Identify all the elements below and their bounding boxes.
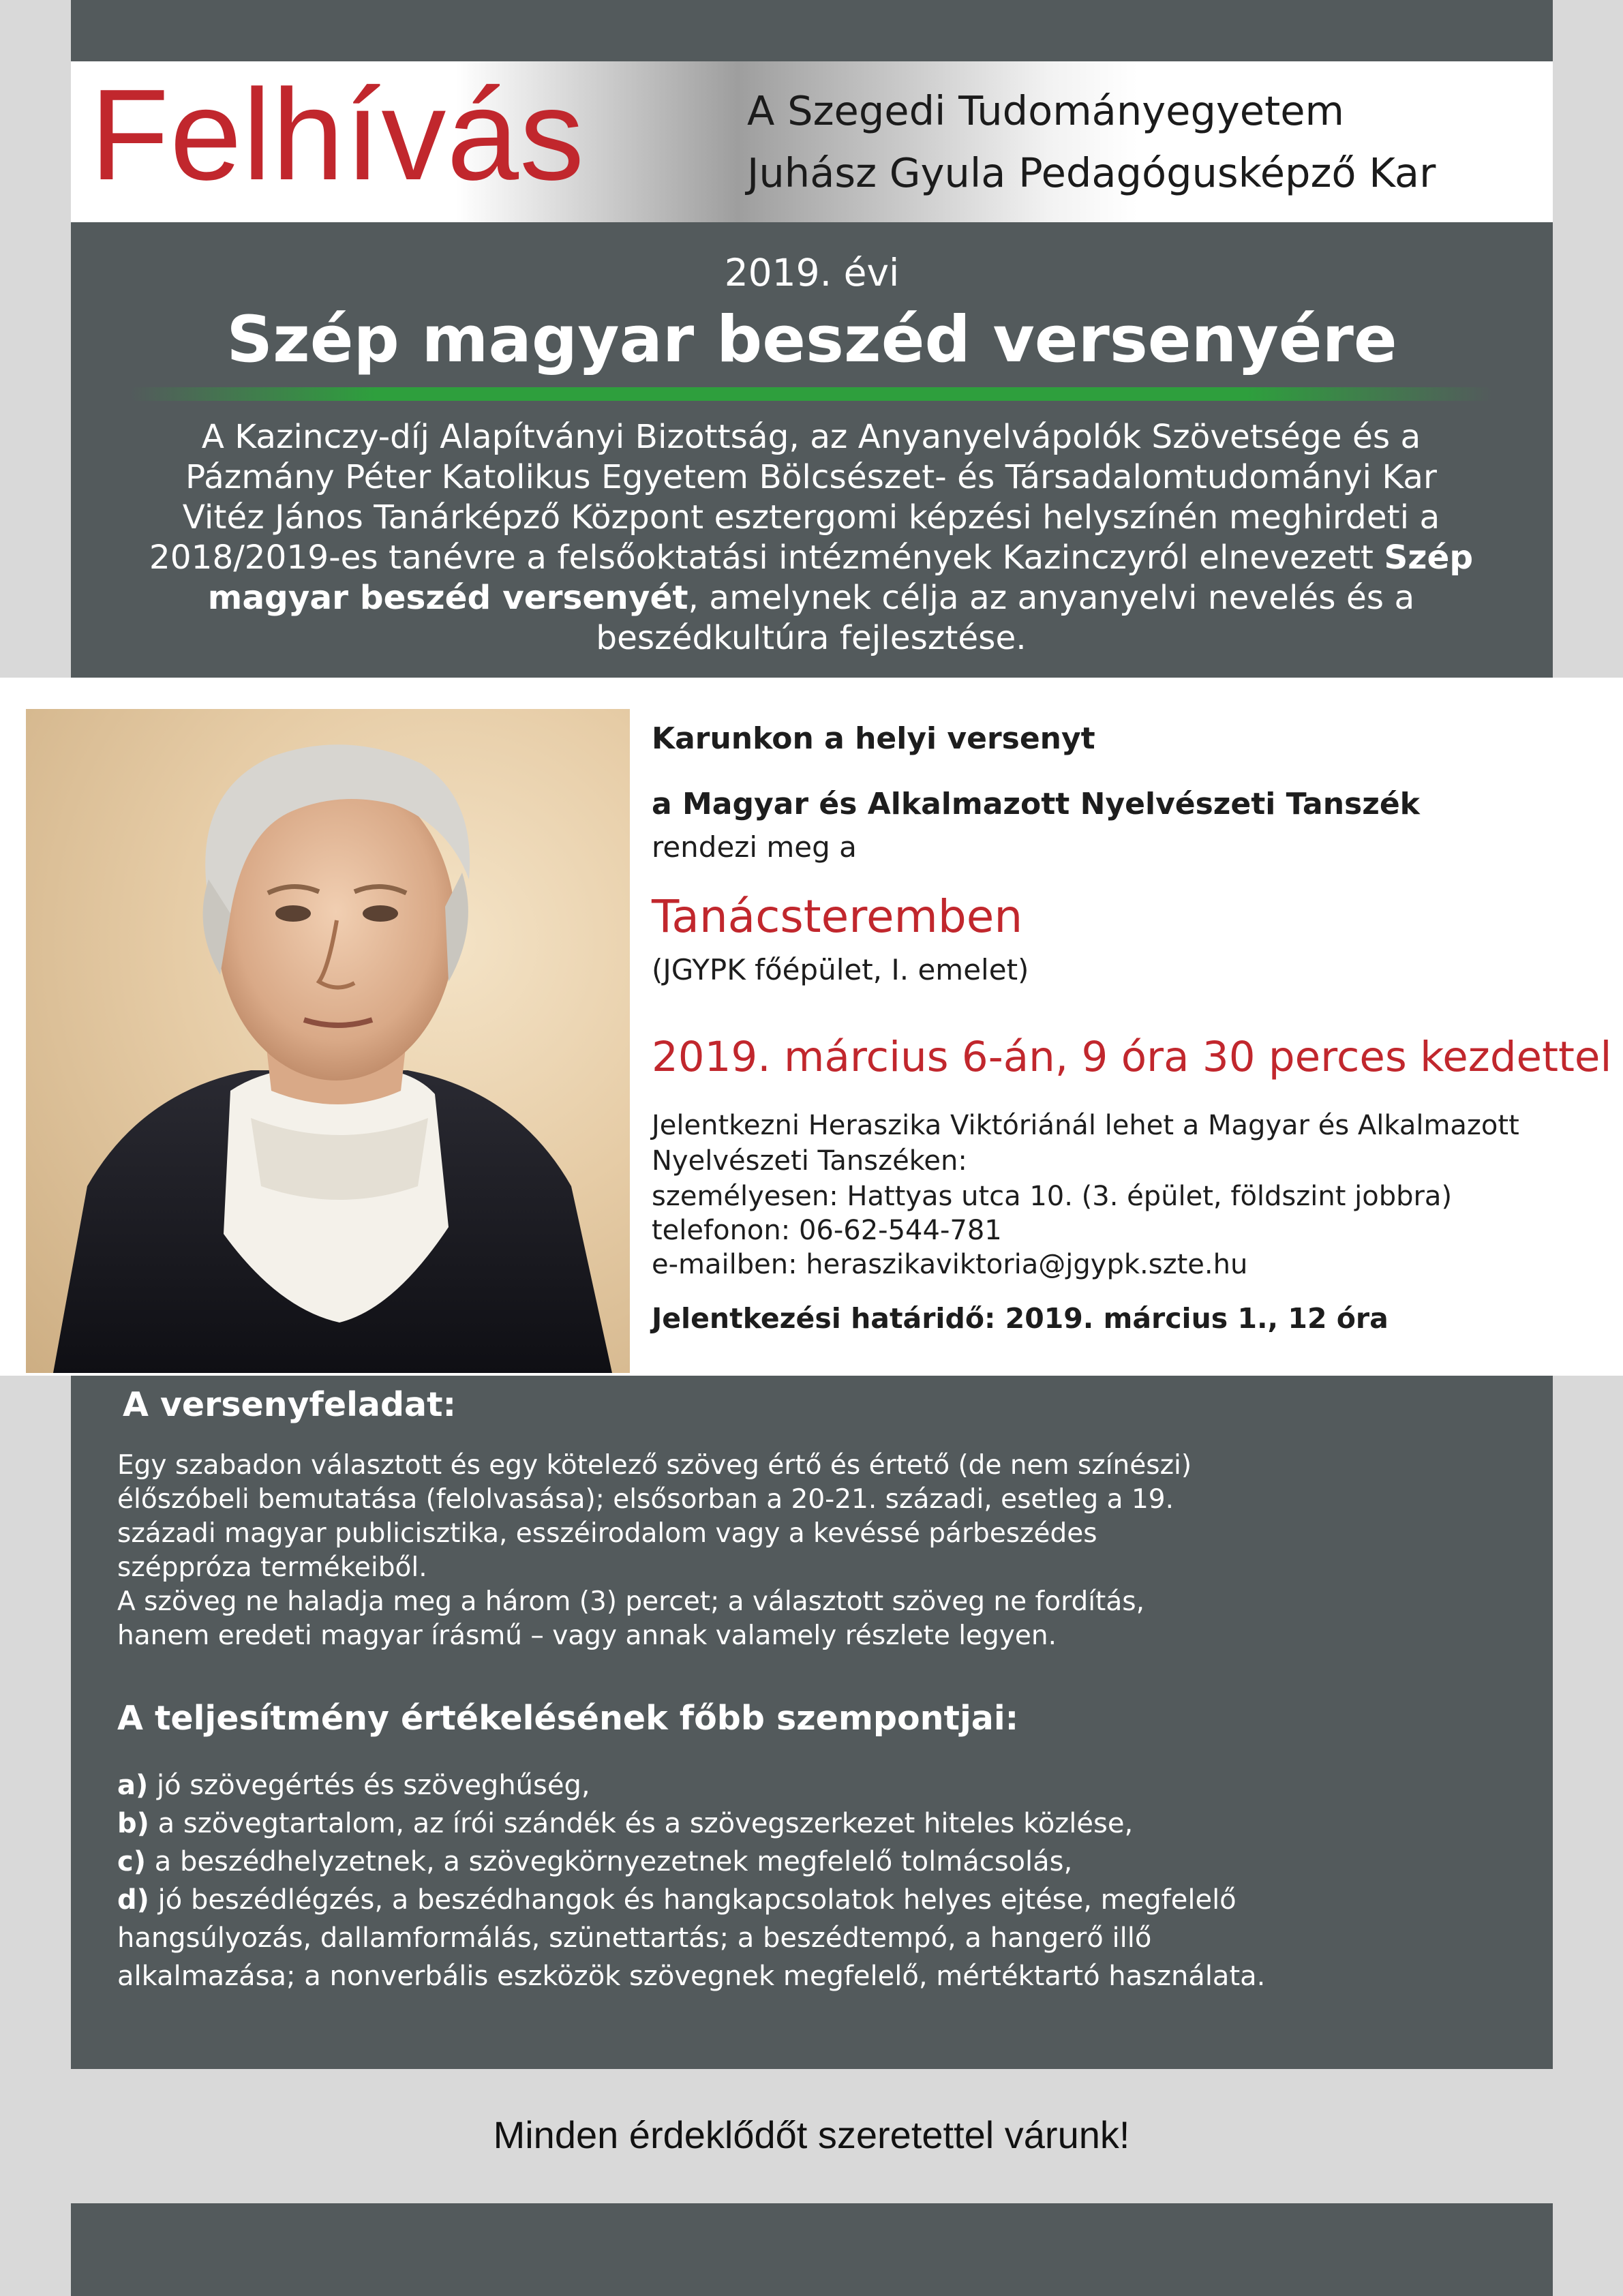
intro-text: 2018/2019-es tanévre a felsőoktatási intézmények Kazinczyról elnevezett [149,539,1384,577]
intro-line: A Kazinczy-díj Alapítványi Bizottság, az Anyanyelvápolók Szövetsége és a [201,418,1421,456]
registration-line: Nyelvészeti Tanszéken: [652,1145,967,1177]
criteria-heading: A teljesítmény értékelésének főbb szempontjai: [117,1699,1019,1738]
intro-paragraph [123,417,1500,659]
intro-line [123,538,1500,578]
institution-line-1: A Szegedi Tudományegyetem [747,87,1345,134]
welcome-message: Minden érdeklődőt szeretettel várunk! [493,2113,1130,2156]
criteria-text: a szövegtartalom, az írói szándék és a szövegszerkezet hiteles közlése, [149,1808,1134,1839]
event-date: 2019. március 6-án, 9 óra 30 perces kezdettel [652,1033,1612,1081]
venue-detail: (JGYPK főépület, I. emelet) [652,953,1029,986]
registration-deadline: Jelentkezési határidő: 2019. március 1., 12 óra [652,1302,1389,1335]
task-line: hanem eredeti magyar írásmű – vagy annak valamely részlete legyen. [117,1620,1057,1651]
criteria-letter: b) [117,1808,149,1839]
criteria-text: jó beszédlégzés, a beszédhangok és hangkapcsolatok helyes ejtése, megfelelő [149,1884,1237,1916]
year-line: 2019. évi [724,251,900,294]
task-line: századi magyar publicisztika, esszéirodalom vagy a kevéssé párbeszédes [117,1518,1097,1549]
organizer-department: a Magyar és Alkalmazott Nyelvészeti Tanszék [652,787,1420,821]
criteria-letter: c) [117,1846,146,1877]
green-divider [130,387,1493,401]
criteria-letter: d) [117,1884,149,1916]
organizer-intro: Karunkon a helyi versenyt [652,721,1095,756]
criteria-continuation: hangsúlyozás, dallamformálás, szünettartás; a beszédtempó, a hangerő illő [117,1922,1152,1954]
criteria-item [117,1766,1344,1804]
portrait-illustration [26,709,630,1373]
venue: Tanácsteremben [652,890,1023,943]
criteria-item [117,1804,1344,1843]
intro-bold-text: magyar beszéd versenyét [207,579,688,617]
intro-line [123,578,1500,618]
criteria-text: jó szövegértés és szöveghűség, [148,1770,590,1801]
organizer-verb: rendezi meg a [652,830,857,864]
top-strip [71,0,1553,61]
task-line: A szöveg ne haladja meg a három (3) percet; a választott szöveg ne fordítás, [117,1586,1144,1617]
task-heading: A versenyfeladat: [123,1385,457,1424]
registration-line: Jelentkezni Heraszika Viktóriánál lehet a Magyar és Alkalmazott [652,1110,1519,1141]
intro-line: beszédkultúra fejlesztése. [596,619,1027,657]
task-description [117,1449,1317,1653]
task-line: széppróza termékeiből. [117,1552,427,1583]
task-line: élőszóbeli bemutatása (felolvasása); elsősorban a 20-21. századi, esetleg a 19. [117,1484,1174,1515]
registration-in-person: személyesen: Hattyas utca 10. (3. épület, földszint jobbra) [652,1181,1453,1212]
poster-title: Felhívás [90,63,586,207]
registration-email[interactable]: e-mailben: heraszikaviktoria@jgypk.szte.hu [652,1249,1248,1280]
criteria-item [117,1843,1344,1881]
intro-line: Pázmány Péter Katolikus Egyetem Bölcsészet- és Társadalomtudományi Kar [185,458,1437,496]
criteria-list [117,1766,1344,1995]
registration-phone: telefonon: 06-62-544-781 [652,1215,1002,1246]
criteria-item [117,1881,1344,1919]
bottom-strip [71,2203,1553,2296]
task-line: Egy szabadon választott és egy kötelező szöveg értő és értető (de nem színészi) [117,1450,1192,1481]
intro-bold-text: Szép [1384,539,1474,577]
criteria-continuation: alkalmazása; a nonverbális eszközök szövegnek megfelelő, mértéktartó használata. [117,1961,1266,1992]
kazinczy-portrait [26,709,630,1373]
criteria-letter: a) [117,1770,149,1801]
intro-line: Vitéz János Tanárképző Központ esztergomi képzési helyszínén meghirdeti a [182,498,1440,537]
intro-text: , amelynek célja az anyanyelvi nevelés és a [688,579,1415,617]
competition-title: Szép magyar beszéd versenyére [226,303,1397,377]
institution-line-2: Juhász Gyula Pedagógusképző Kar [747,149,1436,196]
criteria-text: a beszédhelyzetnek, a szövegkörnyezetnek megfelelő tolmácsolás, [146,1846,1073,1877]
